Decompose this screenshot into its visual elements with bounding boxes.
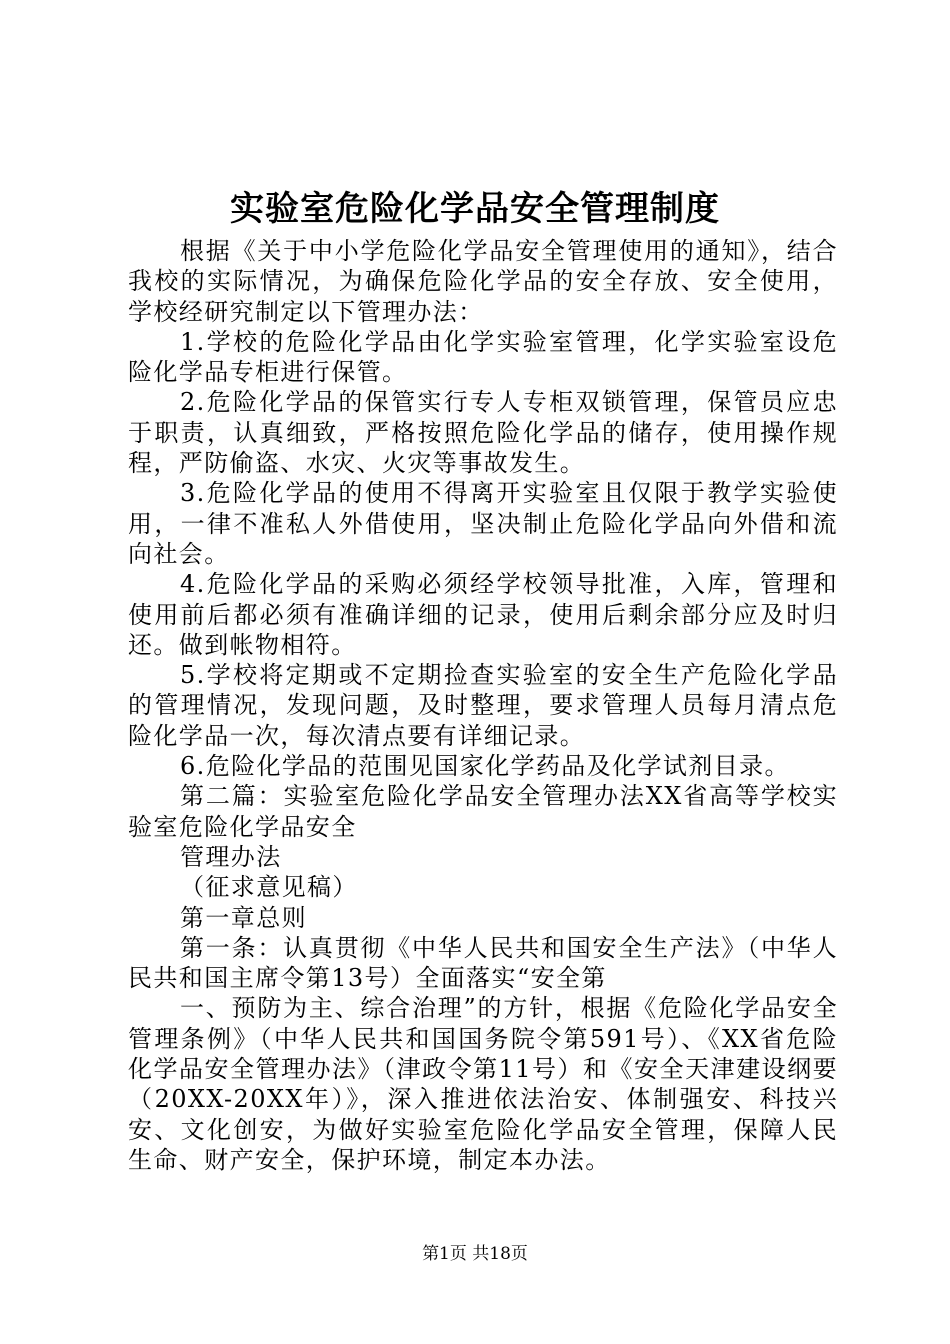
section-2-heading: 第二篇：实验室危险化学品安全管理办法XX省高等学校实验室危险化学品安全: [128, 782, 838, 841]
article-1-continuation: 一、预防为主、综合治理”的方针，根据《危险化学品安全管理条例》（中华人民共和国国务院令第591号）、《XX省危险化学品安全管理办法》（津政令第11号）和《安全天津建设纲要（20XX-20XX年）》，深入推进依法治安、体制强安、科技兴安、文化创安，为做好实验室危险化学品安全管理，保障人民生命、财产安全，保护环境，制定本办法。: [128, 994, 838, 1174]
rule-3-paragraph: 3.危险化学品的使用不得离开实验室且仅限于教学实验使用，一律不准私人外借使用，坚决制止危险化学品向外借和流向社会。: [128, 479, 838, 568]
draft-note-line: （征求意见稿）: [180, 873, 358, 902]
management-measures-line: 管理办法: [180, 842, 282, 871]
rule-5-paragraph: 5.学校将定期或不定期捡查实验室的安全生产危险化学品的管理情况，发现问题，及时整理，要求管理人员每月清点危险化学品一次，每次清点要有详细记录。: [128, 661, 838, 750]
page-number-footer: 第1页 共18页: [422, 1244, 528, 1264]
rule-2-paragraph: 2.危险化学品的保管实行专人专柜双锁管理，保管员应忠于职责，认真细致，严格按照危险化学品的储存，使用操作规程，严防偷盗、水灾、火灾等事故发生。: [128, 388, 838, 478]
rule-1-paragraph: 1.学校的危险化学品由化学实验室管理，化学实验室设危险化学品专柜进行保管。: [128, 327, 838, 387]
chapter-1-heading: 第一章总则: [180, 903, 307, 932]
document-title: 实验室危险化学品安全管理制度: [230, 189, 720, 229]
rule-6-paragraph: 6.危险化学品的范围见国家化学药品及化学试剂目录。: [180, 752, 790, 781]
document-body: [128, 236, 838, 1175]
article-1-paragraph: 第一条：认真贯彻《中华人民共和国安全生产法》（中华人民共和国主席令第13号）全面落实“安全第: [128, 933, 838, 993]
rule-4-paragraph: 4.危险化学品的采购必须经学校领导批准，入库，管理和使用前后都必须有准确详细的记录，使用后剩余部分应及时归还。做到帐物相符。: [128, 570, 838, 659]
intro-paragraph: 根据《关于中小学危险化学品安全管理使用的通知》，结合我校的实际情况，为确保危险化学品的安全存放、安全使用，学校经研究制定以下管理办法：: [128, 237, 838, 326]
